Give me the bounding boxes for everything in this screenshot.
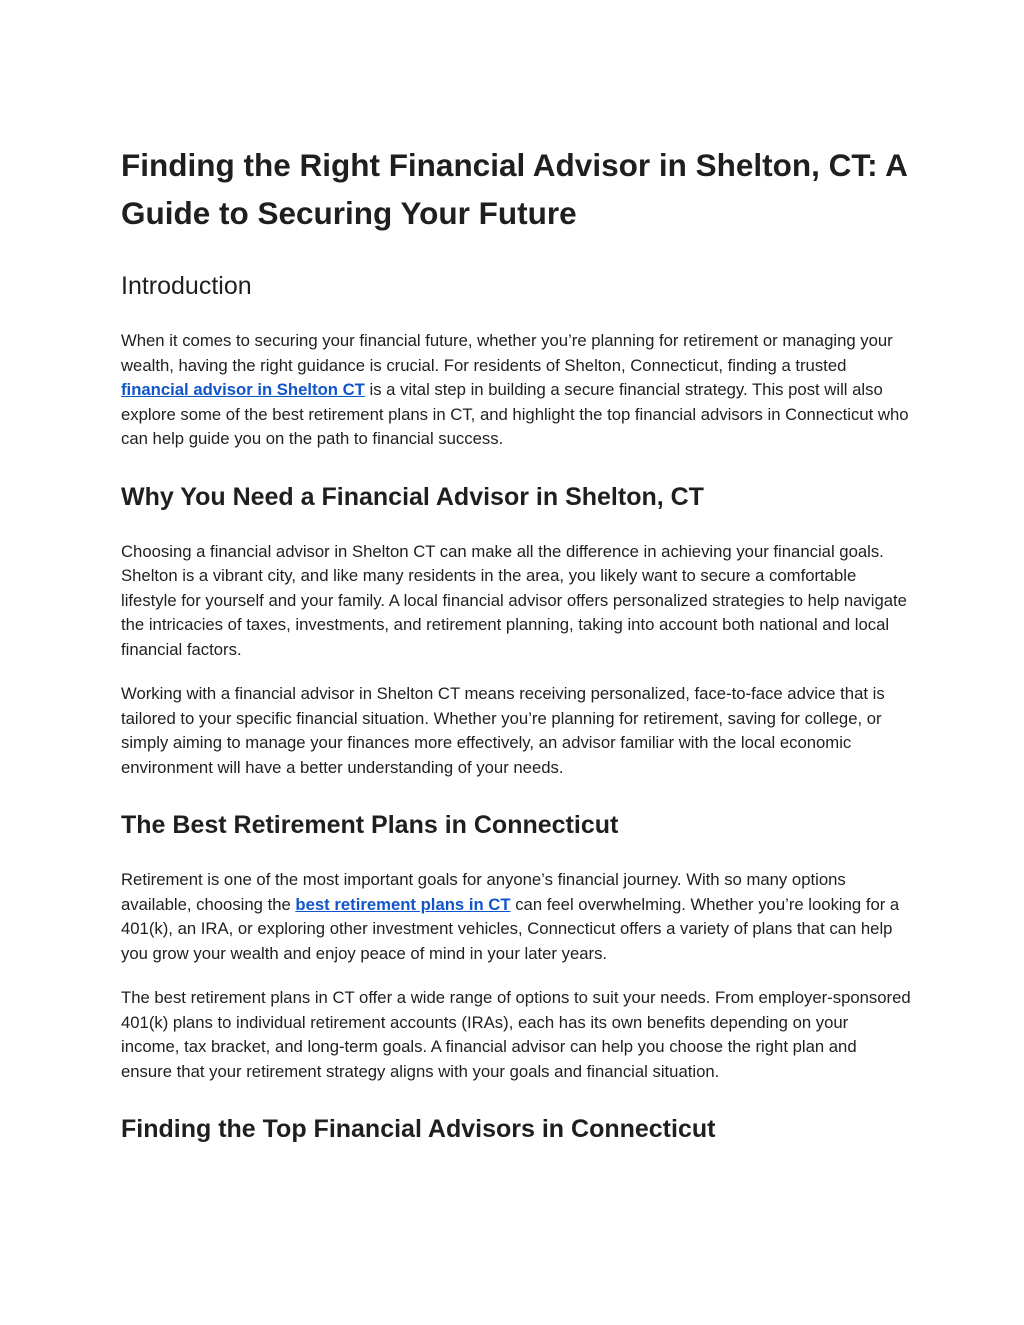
paragraph-text: When it comes to securing your financial future, whether you’re planning for retirement or managing your wealth, having the right guidance is crucial. For residents of Shelton, Connecticut, finding a trusted [121,331,893,375]
paragraph-why-1: Choosing a financial advisor in Shelton CT can make all the difference in achieving your financial goals. Shelton is a vibrant city, and like many residents in the area, you likely want to secure a comfortable lifestyle for yourself and your family. A local financial advisor offers personalized strategies to help navigate the intricacies of taxes, investments, and retirement planning, taking into account both national and local financial factors. [121,541,907,659]
heading-top-advisors: Finding the Top Financial Advisors in Connecticut [121,1115,716,1143]
link-best-retirement-plans-ct[interactable]: best retirement plans in CT [295,894,511,914]
paragraph-retirement-2: The best retirement plans in CT offer a wide range of options to suit your needs. From employer-sponsored 401(k) plans to individual retirement accounts (IRAs), each has its own benefits depending on your income, tax bracket, and long-term goals. A financial advisor can help you choose the right plan and ensure that your retirement strategy aligns with your goals and financial situation. [121,988,911,1081]
paragraph-introduction [121,329,911,452]
heading-introduction: Introduction [121,272,252,300]
heading-why-advisor: Why You Need a Financial Advisor in Shelton, CT [121,482,704,511]
paragraph-text: Retirement is one of the most important goals for anyone’s financial journey. With so many options available, choosing the [121,870,846,914]
heading-retirement-plans: The Best Retirement Plans in Connecticut [121,811,619,839]
document-page [121,141,911,1146]
link-financial-advisor-shelton-ct[interactable]: financial advisor in Shelton CT [121,380,365,399]
paragraph-retirement-1 [121,868,911,966]
paragraph-why-2: Working with a financial advisor in Shelton CT means receiving personalized, face-to-face advice that is tailored to your specific financial situation. Whether you’re planning for retirement, saving for college, or simply aiming to manage your finances more effectively, an advisor familiar with the local economic environment will have a better understanding of your needs. [121,684,885,777]
paragraph-text: is a vital step in building a secure financial strategy. This post will also explore some of the best retirement plans in CT, and highlight the top financial advisors in Connecticut who can help guide you on the path to financial success. [121,380,909,448]
page-title: Finding the Right Financial Advisor in Shelton, CT: A Guide to Securing Your Future [121,147,907,231]
paragraph-text: can feel overwhelming. Whether you’re looking for a 401(k), an IRA, or exploring other investment vehicles, Connecticut offers a variety of plans that can help you grow your wealth and enjoy peace of mind in your later years. [121,894,900,963]
